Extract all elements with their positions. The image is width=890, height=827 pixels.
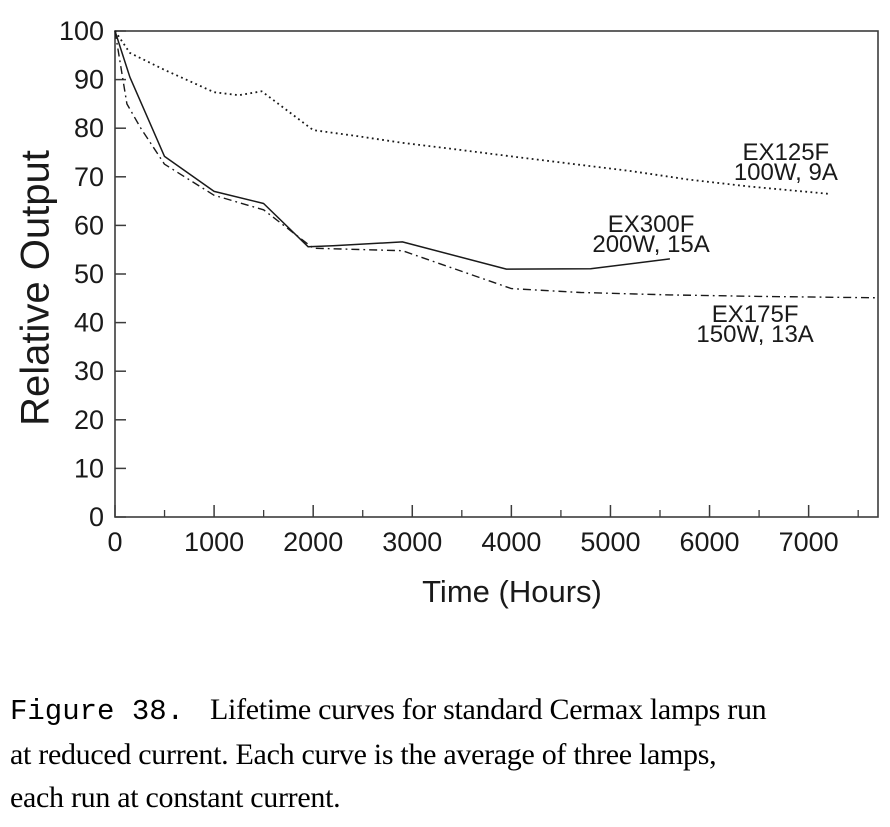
caption-line-3: each run at constant current. — [10, 781, 341, 814]
caption-line-1 — [10, 688, 882, 733]
x-tick-label-1000: 1000 — [184, 527, 245, 557]
y-tick-label-20: 20 — [73, 404, 104, 435]
y-tick-label-90: 90 — [73, 64, 104, 95]
y-tick-label-0: 0 — [88, 502, 104, 532]
figure-caption — [10, 688, 882, 819]
x-tick-label-7000: 7000 — [778, 527, 839, 557]
x-tick-label-5000: 5000 — [580, 527, 641, 557]
y-tick-label-80: 80 — [73, 113, 104, 144]
y-tick-label-50: 50 — [73, 259, 104, 289]
series-ex125f-label: EX125F 100W, 9A — [733, 138, 838, 186]
series-ex125f-line — [115, 31, 829, 194]
y-tick-label-100: 100 — [58, 16, 104, 46]
y-tick-label-40: 40 — [73, 307, 104, 338]
caption-line-2: at reduced current. Each curve is the average of three lamps, — [10, 738, 717, 771]
series-ex300f-line — [115, 31, 670, 269]
x-tick-label-3000: 3000 — [382, 527, 443, 557]
x-axis-title: Time (Hours) — [422, 574, 602, 609]
y-tick-label-70: 70 — [73, 161, 104, 192]
y-tick-label-60: 60 — [73, 210, 104, 241]
x-tick-label-2000: 2000 — [283, 527, 344, 557]
y-axis-ticks — [59, 16, 126, 532]
series-ex300f-label: EX300F 200W, 15A — [592, 211, 710, 259]
x-tick-label-6000: 6000 — [679, 527, 740, 557]
x-tick-label-0: 0 — [107, 527, 123, 557]
plot-border — [115, 31, 878, 517]
figure-number: Figure 38. — [10, 695, 185, 728]
caption-text-1: Lifetime curves for standard Cermax lamps run — [210, 693, 767, 726]
series-ex175f-label: EX175F 150W, 13A — [696, 301, 814, 349]
x-axis-ticks — [107, 505, 858, 557]
y-tick-label-30: 30 — [73, 356, 104, 387]
y-axis-title: Relative Output — [13, 150, 58, 426]
x-tick-label-4000: 4000 — [481, 527, 542, 557]
y-tick-label-10: 10 — [73, 453, 104, 484]
